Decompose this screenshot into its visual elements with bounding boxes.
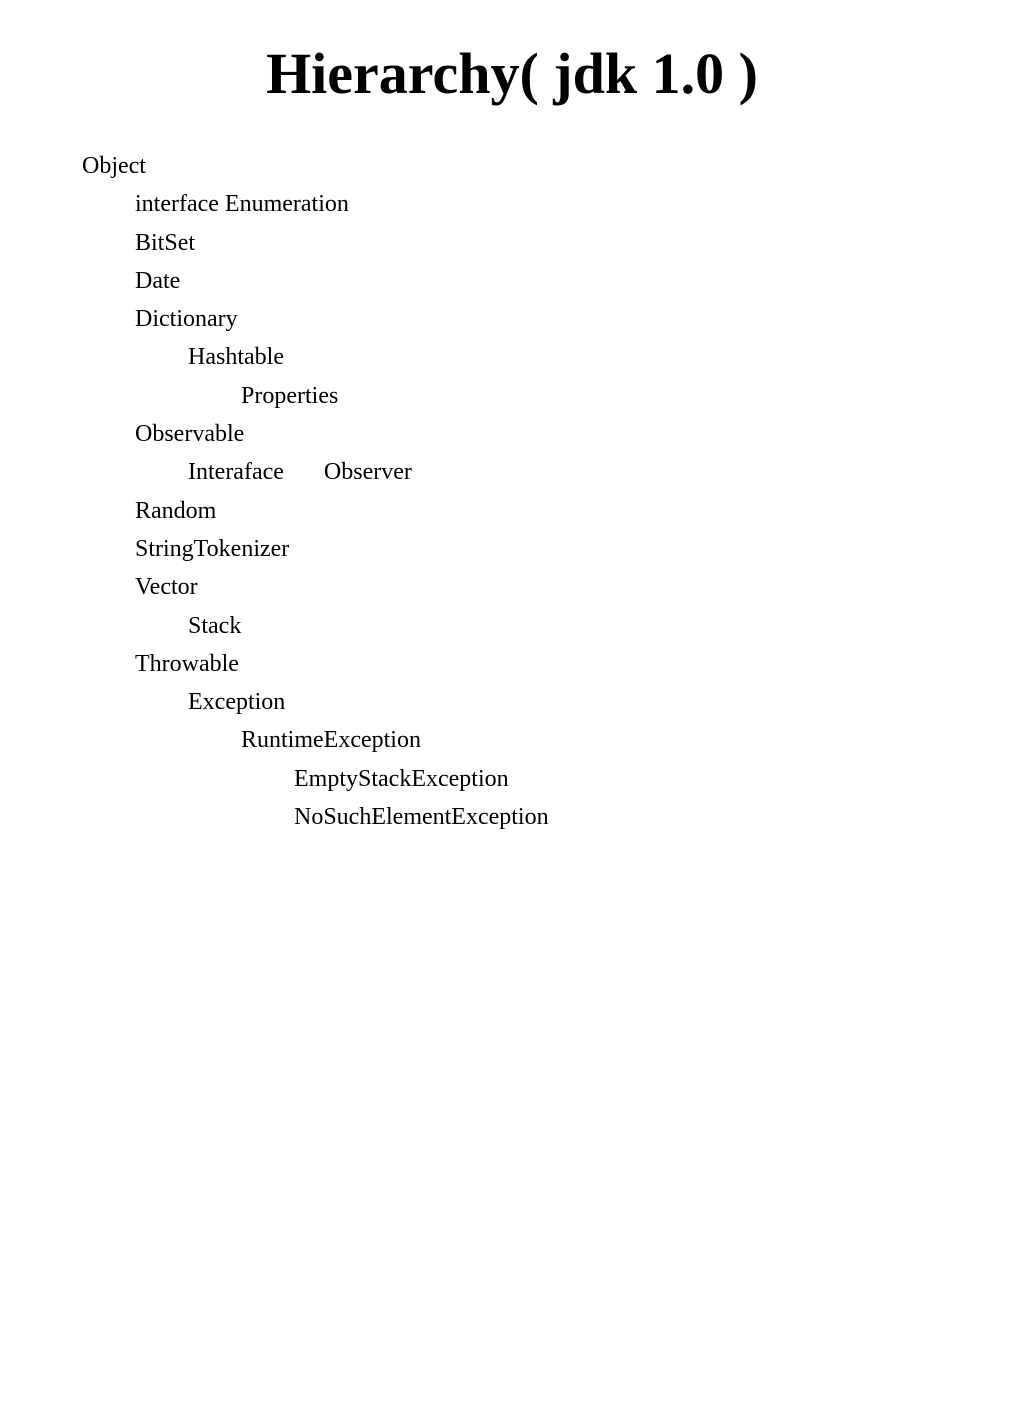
tree-item-observer-name: Observer <box>323 459 412 486</box>
tree-item-object: Object <box>82 153 146 179</box>
tree-item-bitset: BitSet <box>135 229 196 256</box>
tree-item-date: Date <box>135 267 181 294</box>
tree-item-observable: Observable <box>135 421 245 448</box>
tree-item-emptystackexception: EmptyStackException <box>294 765 509 792</box>
tree-item-observer <box>82 453 549 491</box>
tree-item-exception: Exception <box>188 689 286 716</box>
tree-item-observer-keyword: Interaface <box>188 459 284 486</box>
tree-item-dictionary: Dictionary <box>135 306 238 333</box>
class-hierarchy-tree <box>82 147 549 836</box>
tree-item-enumeration: interface Enumeration <box>135 191 349 218</box>
tree-item-properties: Properties <box>241 382 339 409</box>
tree-item-runtimeexception: RuntimeException <box>241 727 421 754</box>
tree-item-stringtokenizer: StringTokenizer <box>135 535 290 562</box>
page-title: Hierarchy( jdk 1.0 ) <box>266 41 758 106</box>
tree-item-hashtable: Hashtable <box>188 344 284 371</box>
tree-item-stack: Stack <box>188 612 242 639</box>
tree-item-throwable: Throwable <box>135 650 239 677</box>
tree-item-vector: Vector <box>135 574 198 601</box>
tree-item-random: Random <box>135 497 217 524</box>
tree-item-nosuchelementexception: NoSuchElementException <box>294 804 549 831</box>
